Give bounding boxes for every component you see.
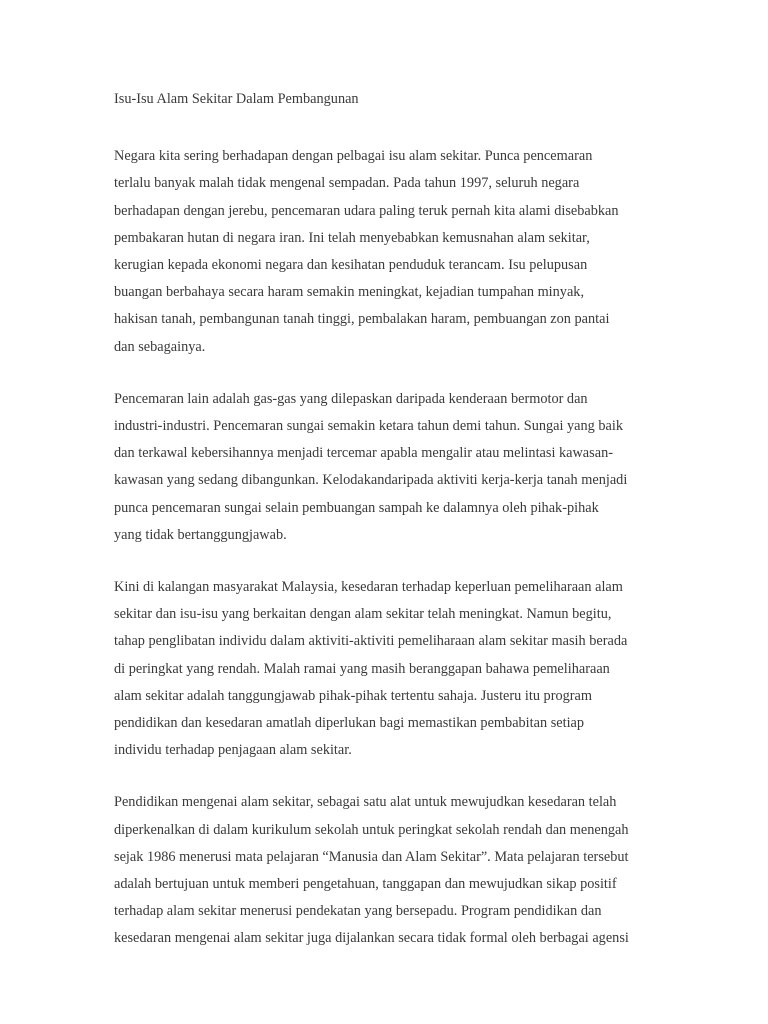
text-line: sekitar dan isu-isu yang berkaitan dengan alam sekitar telah meningkat. Namun begitu, [114, 606, 612, 623]
text-line: dan sebagainya. [114, 338, 206, 355]
text-line: Kini di kalangan masyarakat Malaysia, kesedaran terhadap keperluan pemeliharaan alam [114, 579, 623, 596]
paragraph [114, 574, 670, 764]
text-line: yang tidak bertanggungjawab. [114, 526, 287, 543]
text-line: kesedaran mengenai alam sekitar juga dijalankan secara tidak formal oleh berbagai agensi [114, 930, 629, 947]
text-line: di peringkat yang rendah. Malah ramai yang masih beranggapan bahawa pemeliharaan [114, 660, 610, 677]
text-line: pembakaran hutan di negara iran. Ini telah menyebabkan kemusnahan alam sekitar, [114, 229, 590, 246]
text-line: kerugian kepada ekonomi negara dan kesihatan penduduk terancam. Isu pelupusan [114, 257, 588, 274]
paragraph [114, 143, 670, 361]
text-line: Pencemaran lain adalah gas-gas yang dilepaskan daripada kenderaan bermotor dan [114, 390, 588, 407]
text-line: alam sekitar adalah tanggungjawab pihak-pihak tertentu sahaja. Justeru itu program [114, 687, 592, 704]
text-line: Negara kita sering berhadapan dengan pelbagai isu alam sekitar. Punca pencemaran [114, 148, 593, 165]
text-line: Pendidikan mengenai alam sekitar, sebagai satu alat untuk mewujudkan kesedaran telah [114, 794, 617, 811]
document-title: Isu-Isu Alam Sekitar Dalam Pembangunan [114, 91, 359, 107]
text-line: individu terhadap penjagaan alam sekitar. [114, 742, 352, 759]
text-line: buangan berbahaya secara haram semakin meningkat, kejadian tumpahan minyak, [114, 284, 585, 301]
text-line: terhadap alam sekitar menerusi pendekatan yang bersepadu. Program pendidikan dan [114, 903, 602, 920]
text-line: pendidikan dan kesedaran amatlah diperlukan bagi memastikan pembabitan setiap [114, 715, 585, 732]
paragraph [114, 386, 670, 549]
text-line: tahap penglibatan individu dalam aktiviti-aktiviti pemeliharaan alam sekitar masih berada [114, 633, 628, 650]
text-line: adalah bertujuan untuk memberi pengetahuan, tanggapan dan mewujudkan sikap positif [114, 876, 617, 893]
paragraph [114, 789, 670, 952]
text-line: sejak 1986 menerusi mata pelajaran “Manusia dan Alam Sekitar”. Mata pelajaran tersebut [114, 848, 629, 865]
text-line: dan terkawal kebersihannya menjadi tercemar apabla mengalir atau melintasi kawasan- [114, 445, 613, 462]
text-line: diperkenalkan di dalam kurikulum sekolah untuk peringkat sekolah rendah dan menengah [114, 821, 629, 838]
document-body [114, 86, 670, 978]
text-line: punca pencemaran sungai selain pembuangan sampah ke dalamnya oleh pihak-pihak [114, 499, 599, 516]
text-line: industri-industri. Pencemaran sungai semakin ketara tahun demi tahun. Sungai yang baik [114, 418, 624, 435]
text-line: kawasan yang sedang dibangunkan. Kelodakandaripada aktiviti kerja-kerja tanah menjadi [114, 472, 628, 489]
text-line: hakisan tanah, pembangunan tanah tinggi, pembalakan haram, pembuangan zon pantai [114, 311, 610, 328]
text-line: terlalu banyak malah tidak mengenal sempadan. Pada tahun 1997, seluruh negara [114, 175, 580, 192]
text-line: berhadapan dengan jerebu, pencemaran udara paling teruk pernah kita alami disebabkan [114, 202, 619, 219]
